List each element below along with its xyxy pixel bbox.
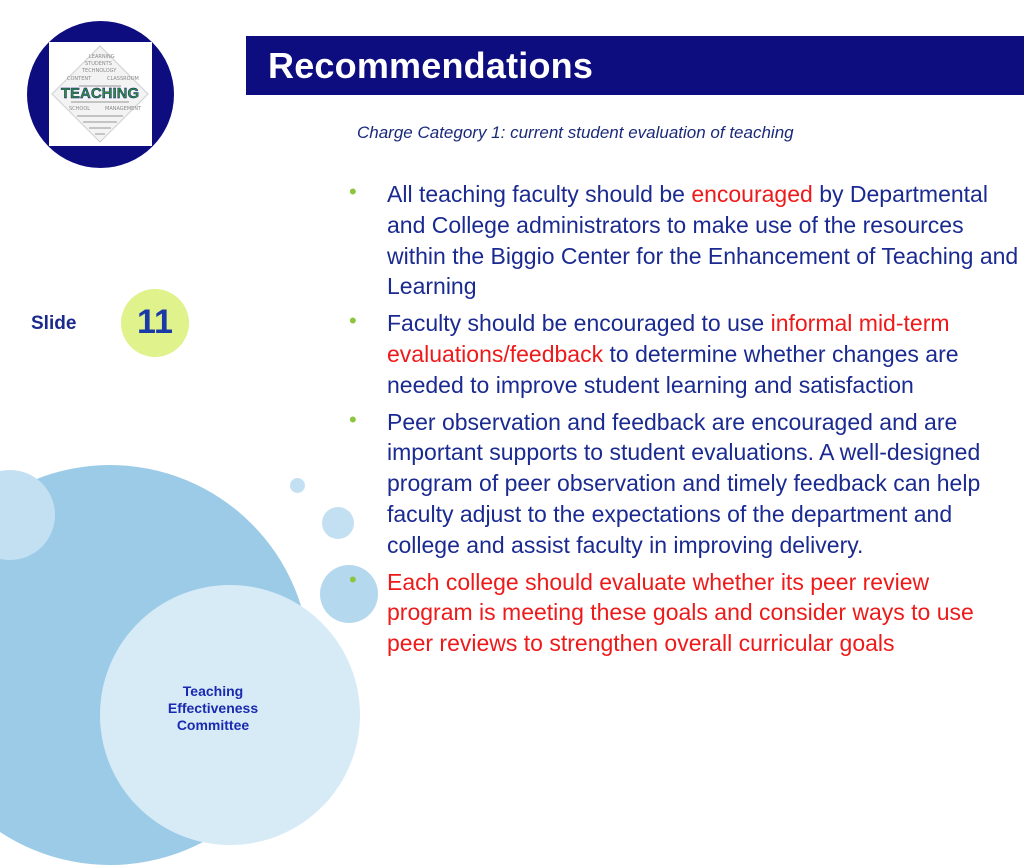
committee-footer (150, 683, 276, 734)
bullet-dot-icon: • (349, 566, 357, 592)
cloud-word: SCHOOL (69, 106, 91, 112)
bullet-dot-icon: • (349, 406, 357, 432)
bullet-dot-icon: • (349, 179, 357, 204)
bullet-item (344, 407, 1020, 561)
bullet-item (344, 567, 1020, 659)
cloud-word: MANAGEMENT (105, 106, 142, 112)
bullet-text: Peer observation and feedback are encouraged and are important supports to student evaluations. A well-designed program of peer observation and timely feedback can help faculty adjust to the expectations of the department and college and assist faculty in improving delivery. (387, 408, 981, 558)
charge-category-subtitle: Charge Category 1: current student evaluation of teaching (357, 123, 794, 142)
cloud-word: TECHNOLOGY (82, 68, 117, 74)
bullet-item (344, 179, 1020, 302)
decor-circle-dot (290, 478, 305, 493)
page-title: Recommendations (268, 45, 594, 86)
cloud-word: CONTENT (67, 76, 92, 82)
cloud-word: CLASSROOM (107, 76, 139, 82)
footer-line: Committee (176, 717, 250, 733)
bullet-highlight: informal mid-term evaluations/feedback (387, 310, 950, 367)
bullet-text: All teaching faculty should be (387, 181, 692, 207)
cloud-word: STUDENTS (85, 61, 112, 67)
bullet-item (344, 308, 1020, 400)
bullet-highlight: encouraged (691, 181, 813, 207)
slide-label: Slide (31, 313, 77, 334)
bullet-dot-icon: • (349, 308, 357, 334)
recommendations-list (344, 179, 1020, 665)
footer-line: Teaching (182, 683, 244, 699)
bullet-text: by Departmental and College administrators to make use of the resources within the Biggio Center for the Enhancement of Teaching and Learning (387, 181, 1019, 300)
teaching-word-cloud-logo (49, 42, 152, 146)
bullet-text: to determine whether changes are needed to improve student learning and satisfaction (387, 340, 959, 398)
slide-number: 11 (137, 303, 173, 341)
logo-main-word: TEACHING (60, 85, 140, 102)
bullet-text: Faculty should be encouraged to use (387, 310, 771, 337)
footer-line: Effectiveness (167, 700, 259, 716)
word-cloud-icon (49, 42, 152, 146)
cloud-word: LEARNING (89, 54, 115, 60)
bullet-text: Each college should evaluate whether its peer review program is meeting these goals and consider ways to use peer reviews to strengthen overall curricular goals (387, 568, 974, 657)
